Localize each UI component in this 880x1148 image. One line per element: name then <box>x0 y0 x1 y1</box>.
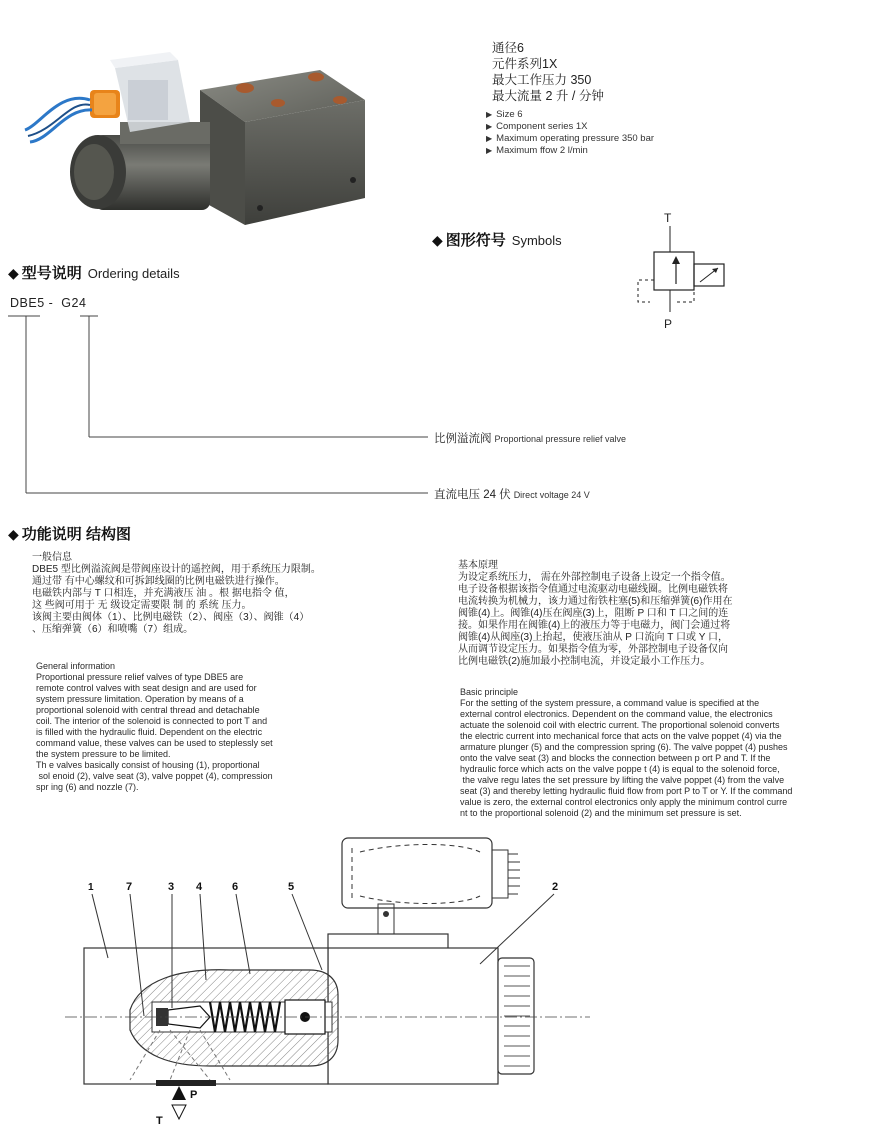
callout-1: 1 <box>88 882 94 893</box>
diagram-port-p: P <box>190 1089 198 1101</box>
callout-3: 3 <box>168 881 175 893</box>
basic-principle-cn: 基本原理 为设定系统压力， 需在外部控制电子设备上设定一个指令值。 电子设备根据该指令值通过电流驱动电磁线圈。比例电磁铁将 电流转换为机械力，该力通过衔铁柱塞(5)和压缩弹簧(6)作用在 阀锥(4)上。阀锥(4)压在阀座(3)上，阻断 P 口和 T 口之间的连 接。如果作用在阀锥(4)上的液压力等于电磁力，阀门会通过将 阀锥(4)从阀座(3)上抬起，使液压油从 P 口流向 T 口或 Y 口， 从而调节设定压力。如果指令值为零，外部控制电子设备仅向 比例电磁铁(2)施加最小控制电流，并设定最小工作压力。 <box>458 560 873 668</box>
diamond-bullet-icon: ◆ <box>432 232 443 248</box>
spec-cn-flow: 最大流量 2 升 / 分钟 <box>492 89 604 103</box>
general-info-en-title: General information <box>36 661 116 671</box>
port-t-arrow <box>172 1105 186 1119</box>
basic-principle-en: Basic principle For the setting of the system pressure, a command value is specified at the external control electronics. Dependent on the command value, the electronics actuate the solenoid coil with electric current. The proportional solenoid converts the electric current into mechanical force that acts on the valve poppet (4) via the armature plunger (5) and the compression spring (6). The valve poppet (4) pushes onto the valve seat (3) and blocks the connection between p ort P and T. If the hydraulic force which acts on the valve poppe t (4) is equal to the solenoid force, the valve regu lates the set pressure by lifting the valve poppet (4) from the valve seat (3) and thereby letting hydraulic fluid flow from port P to T or Y. If the command value is zero, the external control electronics only apply the minimum control curre nt to the proportional solenoid (2) and the minimum set pressure is set. <box>460 687 875 819</box>
hydraulic-symbol <box>630 206 740 332</box>
diamond-bullet-icon: ◆ <box>8 526 19 542</box>
spec-en-size: ▶ Size 6 <box>486 109 654 121</box>
callout-6: 6 <box>232 881 239 893</box>
spec-cn-pressure: 最大工作压力 350 <box>492 73 592 87</box>
specs-en <box>486 109 654 157</box>
model-code-separator: - <box>48 296 54 310</box>
specs-cn <box>492 40 604 104</box>
general-info-en: General information Proportional pressure relief valves of type DBE5 are remote control valves with seat design and are used for system pressure limitation. Operation by means of a proportional solenoid with central thread and detachable coil. The interior of the solenoid is connected to port T and is filled with the hydraulic fluid. Dependent on the electric command value, these valves can be used to steplessly set the system pressure to be limited. Th e valves basically consist of housing (1), proportional sol enoid (2), valve seat (3), valve poppet (4), compression spr ing (6) and nozzle (7). <box>36 661 436 793</box>
callout-7: 7 <box>126 881 133 893</box>
diagram-port-t: T <box>156 1115 163 1127</box>
callout-4: 4 <box>196 881 203 893</box>
callout-5: 5 <box>288 881 295 893</box>
spec-en-flow: ▶ Maximum ffow 2 l/min <box>486 145 654 157</box>
callout-2: 2 <box>552 881 559 893</box>
model-code-type: DBE5 <box>10 296 45 310</box>
symbols-heading: ◆ 图形符号 Symbols <box>432 232 562 249</box>
function-heading: ◆ 功能说明 结构图 <box>8 526 131 543</box>
ordering-leader-lines <box>0 0 440 500</box>
spec-en-series: ▶ Component series 1X <box>486 121 654 133</box>
sectional-drawing <box>60 830 620 1135</box>
ordering-label-voltage: 直流电压 24 伏 Direct voltage 24 V <box>434 489 590 501</box>
spec-en-pressure: ▶ Maximum operating pressure 350 bar <box>486 133 654 145</box>
general-info-cn: 一般信息 DBE5 型比例溢流阀是带阀座设计的遥控阀，用于系统压力限制。 通过带 有中心螺纹和可拆卸线圈的比例电磁铁进行操作。 电磁铁内部与 T 口相连，并充满液压 油 。根 据电指令 值， 这 些阀可用于 无 级设定需要限 制 的 系统 压力。 该阀主要由阀体（1）、比例电磁铁（2）、阀座（3）、阀锥（4） 、压缩弹簧（6）和喷嘴（7）组成。 <box>32 552 432 636</box>
symbol-port-p: P <box>664 317 673 331</box>
ordering-label-valve: 比例溢流阀 Proportional pressure relief valve <box>434 433 627 445</box>
spec-cn-series: 元件系列1X <box>492 57 558 71</box>
basic-principle-en-title: Basic principle <box>460 687 519 697</box>
ordering-heading: ◆ 型号说明 Ordering details <box>8 265 180 282</box>
port-p-arrow <box>172 1086 186 1100</box>
symbols-heading-en: Symbols <box>511 233 562 248</box>
diamond-bullet-icon: ◆ <box>8 265 19 281</box>
model-code-voltage: G24 <box>61 296 87 310</box>
spec-cn-size: 通径6 <box>492 41 524 55</box>
symbol-port-t: T <box>664 211 672 225</box>
general-info-cn-title: 一般信息 <box>32 552 72 563</box>
ordering-heading-en: Ordering details <box>87 266 180 281</box>
basic-principle-cn-title: 基本原理 <box>458 560 498 571</box>
